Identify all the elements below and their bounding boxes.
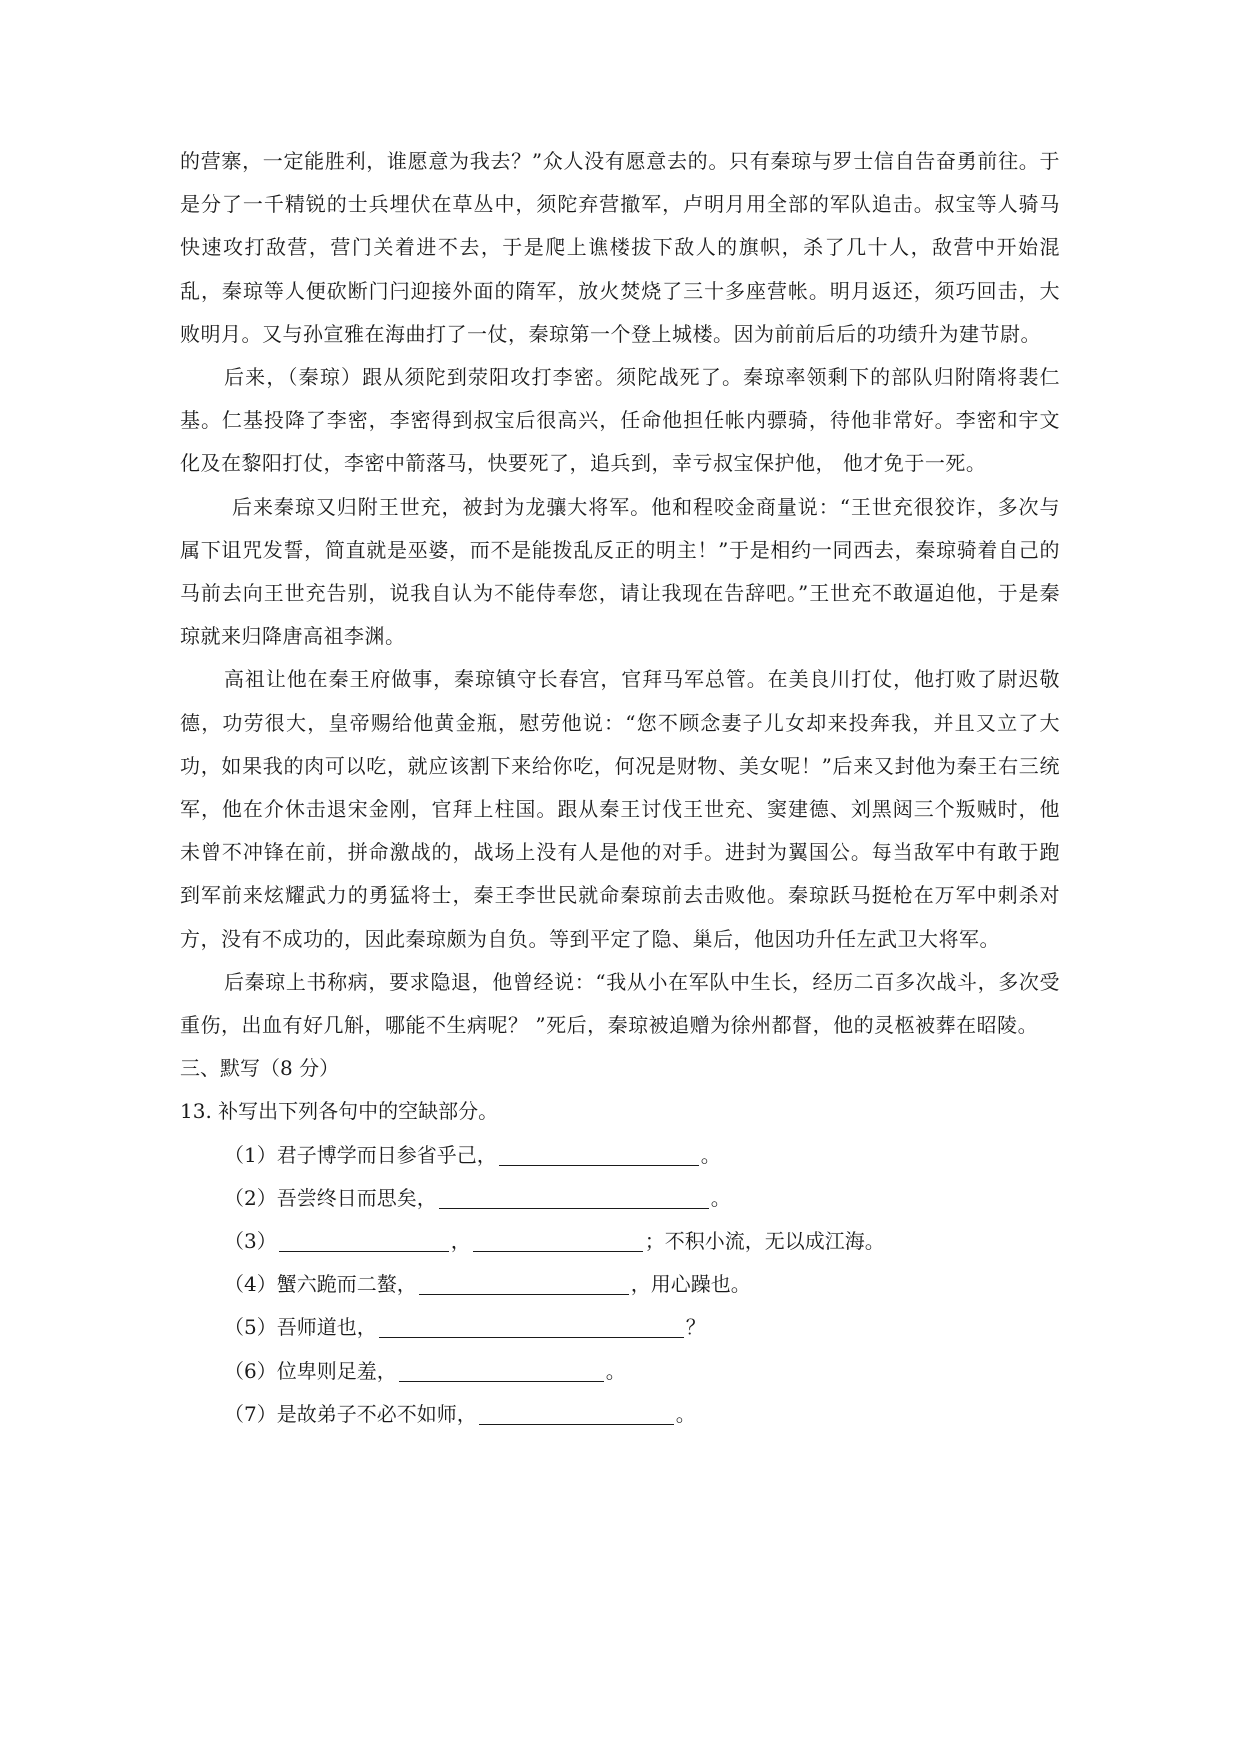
- item-number: （1）: [224, 1142, 277, 1167]
- document-page: [180, 140, 1060, 1436]
- item-prompt: 是故弟子不必不如师，: [276, 1401, 477, 1426]
- item-ending: ，用心躁也。: [630, 1272, 751, 1297]
- passage-paragraph-5: 后秦琼上书称病，要求隐退，他曾经说：“我从小在军队中生长，经历二百多次战斗，多次受重伤，出血有好几斛，哪能不生病呢？ ”死后，秦琼被追赠为徐州都督，他的灵柩被葬在昭陵。: [180, 969, 1060, 1038]
- item-ending: 。: [675, 1401, 696, 1426]
- answer-blank[interactable]: [499, 1141, 699, 1166]
- item-ending: 。: [710, 1185, 731, 1210]
- fill-item-2: [180, 1177, 1060, 1220]
- item-prompt: 位卑则足羞，: [276, 1358, 397, 1383]
- answer-blank[interactable]: [479, 1400, 674, 1425]
- passage-paragraph-2: 后来，（秦琼）跟从须陀到荥阳攻打李密。须陀战死了。秦琼率领剩下的部队归附隋将裴仁基。仁基投降了李密，李密得到叔宝后很高兴，任命他担任帐内骠骑，待他非常好。李密和宇文化及在黎阳打仗，李密中箭落马，快要死了，追兵到，幸亏叔宝保护他， 他才免于一死。: [180, 365, 1060, 476]
- fill-item-7: [180, 1393, 1060, 1436]
- answer-blank[interactable]: [473, 1227, 643, 1252]
- item-number: （6）: [224, 1358, 277, 1383]
- item-number: （4）: [224, 1272, 277, 1297]
- item-prompt: 蟹六跪而二螯，: [276, 1272, 417, 1297]
- item-ending: 。: [700, 1142, 721, 1167]
- item-number: （3）: [224, 1229, 277, 1254]
- item-separator: ，: [450, 1229, 471, 1254]
- item-number: （7）: [224, 1401, 277, 1426]
- fill-item-6: [180, 1350, 1060, 1393]
- fill-item-4: [180, 1263, 1060, 1306]
- item-prompt: 君子博学而日参省乎己，: [276, 1142, 497, 1167]
- fill-item-1: [180, 1134, 1060, 1177]
- item-prompt: 吾师道也，: [276, 1315, 377, 1340]
- fill-item-5: [180, 1306, 1060, 1349]
- fill-item-3: [180, 1220, 1060, 1263]
- answer-blank[interactable]: [399, 1357, 604, 1382]
- answer-blank[interactable]: [279, 1227, 449, 1252]
- passage-paragraph-1: 的营寨，一定能胜利，谁愿意为我去？”众人没有愿意去的。只有秦琼与罗士信自告奋勇前往。于是分了一千精锐的士兵埋伏在草丛中，须陀弃营撤军，卢明月用全部的军队追击。叔宝等人骑马快速攻打敌营，营门关着进不去，于是爬上谯楼拔下敌人的旗帜，杀了几十人，敌营中开始混乱，秦琼等人便砍断门闩迎接外面的隋军，放火焚烧了三十多座营帐。明月返还，须巧回击，大败明月。又与孙宣雅在海曲打了一仗，秦琼第一个登上城楼。因为前前后后的功绩升为建节尉。: [180, 149, 1060, 346]
- question-stem: 13. 补写出下列各句中的空缺部分。: [180, 1099, 499, 1124]
- section-title: 三、默写（8 分）: [180, 1056, 340, 1081]
- item-ending: ？: [685, 1315, 706, 1340]
- item-number: （2）: [224, 1185, 277, 1210]
- item-prompt: 吾尝终日而思矣，: [276, 1185, 437, 1210]
- answer-blank[interactable]: [379, 1313, 684, 1338]
- item-number: （5）: [224, 1315, 277, 1340]
- answer-blank[interactable]: [419, 1270, 629, 1295]
- item-ending: ；不积小流，无以成江海。: [644, 1229, 885, 1254]
- passage-paragraph-3: 后来秦琼又归附王世充，被封为龙骧大将军。他和程咬金商量说：“王世充很狡诈，多次与属下诅咒发誓，简直就是巫婆，而不是能拨乱反正的明主！”于是相约一同西去，秦琼骑着自己的马前去向王世充告别，说我自认为不能侍奉您，请让我现在告辞吧。”王世充不敢逼迫他，于是秦琼就来归降唐高祖李渊。: [180, 494, 1060, 649]
- item-ending: 。: [605, 1358, 626, 1383]
- passage-paragraph-4: 高祖让他在秦王府做事，秦琼镇守长春宫，官拜马军总管。在美良川打仗，他打败了尉迟敬德，功劳很大，皇帝赐给他黄金瓶，慰劳他说：“您不顾念妻子儿女却来投奔我，并且又立了大功，如果我的肉可以吃，就应该割下来给你吃，何况是财物、美女呢！”后来又封他为秦王右三统军，他在介休击退宋金刚，官拜上柱国。跟从秦王讨伐王世充、窦建德、刘黑闼三个叛贼时，他未曾不冲锋在前，拼命激战的，战场上没有人是他的对手。进封为翼国公。每当敌军中有敢于跑到军前来炫耀武力的勇猛将士，秦王李世民就命秦琼前去击败他。秦琼跃马挺枪在万军中刺杀对方，没有不成功的，因此秦琼颇为自负。等到平定了隐、巢后，他因功升任左武卫大将军。: [180, 667, 1060, 951]
- answer-blank[interactable]: [439, 1184, 709, 1209]
